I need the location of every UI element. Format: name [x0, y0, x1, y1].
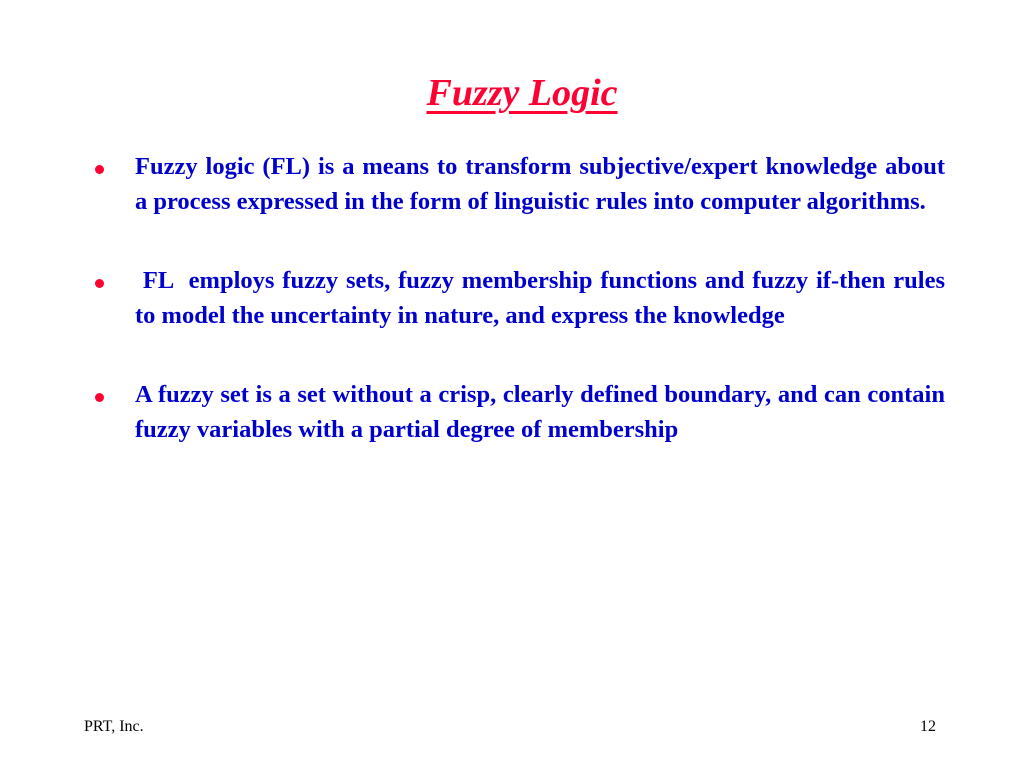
bullet-item	[90, 150, 945, 219]
bullet-list	[90, 150, 952, 492]
bullet-marker-icon	[95, 393, 104, 402]
bullet-marker-icon	[95, 279, 104, 288]
bullet-text: Fuzzy logic (FL) is a means to transform subjective/expert knowledge about a process expressed in the form of linguistic rules into computer algorithms.	[135, 153, 945, 215]
footer-company: PRT, Inc.	[84, 718, 144, 735]
bullet-item	[90, 378, 945, 447]
bullet-item	[90, 264, 952, 333]
bullet-text: A fuzzy set is a set without a crisp, clearly defined boundary, and can contain fuzzy variables with a partial degree of membership	[135, 381, 945, 443]
footer-page-number: 12	[920, 718, 936, 735]
bullet-marker-icon	[95, 165, 104, 174]
slide-title: Fuzzy Logic	[426, 72, 618, 114]
bullet-text: FL employs fuzzy sets, fuzzy membership functions and fuzzy if-then rules to model the uncertainty in nature, and express the knowledge	[135, 267, 952, 329]
